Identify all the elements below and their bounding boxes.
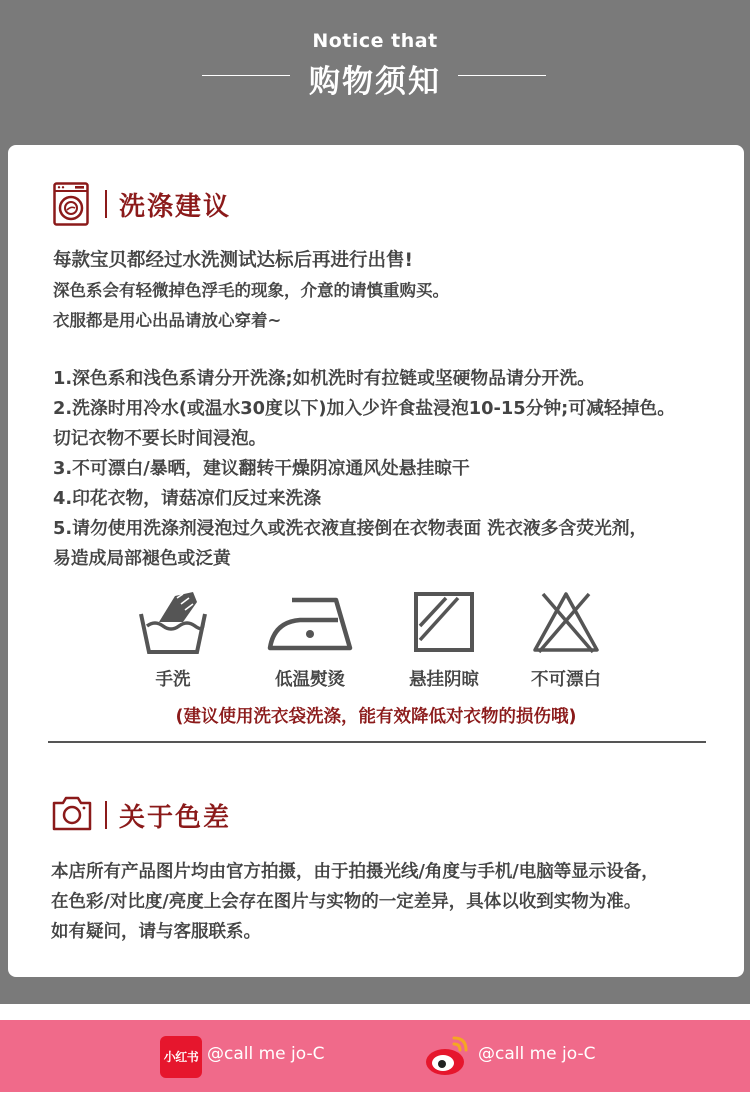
- color-diff-title: 关于色差: [119, 803, 232, 833]
- camera-icon: [51, 793, 93, 837]
- washing-intro: [53, 246, 733, 336]
- footer-gap: [0, 1004, 750, 1020]
- color-diff-section-header: [53, 793, 653, 839]
- color-diff-line: 在色彩/对比度/亮度上会存在图片与实物的一定差异，具体以收到实物为准。: [51, 892, 642, 912]
- social-footer: [0, 1020, 750, 1092]
- weibo-handle: @call me jo-C: [478, 1044, 596, 1064]
- xiaohongshu-handle: @call me jo-C: [207, 1044, 325, 1064]
- rule-line: 3.不可漂白/暴晒，建议翻转干燥阴凉通风处悬挂晾干: [53, 458, 470, 479]
- rule-line: 易造成局部褪色或泛黄: [53, 548, 231, 569]
- weibo-link[interactable]: [424, 1036, 624, 1078]
- care-item-hand-wash: [118, 590, 228, 691]
- color-diff-line: 如有疑问，请与客服联系。: [51, 922, 261, 942]
- color-diff-line: 本店所有产品图片均由官方拍摄，由于拍摄光线/角度与手机/电脑等显示设备，: [51, 862, 659, 882]
- care-label: 低温熨烫: [275, 670, 345, 690]
- care-symbols: [8, 590, 744, 690]
- care-label: 不可漂白: [531, 670, 601, 690]
- washing-title: 洗涤建议: [119, 192, 232, 222]
- rule-line: 2.洗涤时用冷水(或温水30度以下)加入少许食盐浸泡10-15分钟;可减轻掉色。: [53, 398, 675, 419]
- washing-title-divider: [105, 190, 107, 218]
- weibo-logo: [424, 1032, 472, 1078]
- rule-line: 切记衣物不要长时间浸泡。: [53, 428, 267, 449]
- bottom-margin: [0, 1092, 750, 1112]
- header-line-right: [458, 75, 546, 76]
- color-diff-title-divider: [105, 801, 107, 829]
- section-divider: [48, 741, 706, 743]
- hang-dry-shade-icon: [412, 590, 476, 656]
- xiaohongshu-link[interactable]: [160, 1036, 360, 1078]
- washing-section-header: [53, 182, 653, 228]
- rule-line: 4.印花衣物，请菇凉们反过来洗涤: [53, 488, 322, 509]
- notice-card: [8, 145, 744, 977]
- hand-wash-icon: [137, 590, 209, 656]
- washing-machine-icon: [53, 182, 89, 226]
- xiaohongshu-logo: 小红书: [160, 1036, 202, 1078]
- no-bleach-icon: [531, 590, 601, 656]
- color-diff-text: [51, 857, 731, 947]
- header-english-title: Notice that: [312, 30, 438, 52]
- wash-bag-note: (建议使用洗衣袋洗涤，能有效降低对衣物的损伤哦): [175, 707, 577, 727]
- intro-line: 每款宝贝都经过水洗测试达标后再进行出售!: [53, 250, 413, 271]
- washing-rules: [53, 364, 733, 574]
- care-item-no-bleach: [511, 590, 621, 691]
- rule-line: 5.请勿使用洗涤剂浸泡过久或洗衣液直接倒在衣物表面 洗衣液多含荧光剂，: [53, 518, 648, 539]
- care-label: 悬挂阴晾: [409, 670, 479, 690]
- intro-line: 衣服都是用心出品请放心穿着~: [53, 311, 282, 330]
- care-item-hang-dry: [389, 590, 499, 691]
- header-chinese-row: [0, 56, 750, 100]
- care-item-low-iron: [255, 590, 365, 691]
- care-label: 手洗: [155, 670, 191, 690]
- rule-line: 1.深色系和浅色系请分开洗涤;如机洗时有拉链或坚硬物品请分开洗。: [53, 368, 595, 389]
- header-chinese-title: 购物须知: [309, 64, 441, 100]
- low-iron-icon: [266, 590, 354, 656]
- intro-line: 深色系会有轻微掉色浮毛的现象，介意的请慎重购买。: [53, 281, 449, 300]
